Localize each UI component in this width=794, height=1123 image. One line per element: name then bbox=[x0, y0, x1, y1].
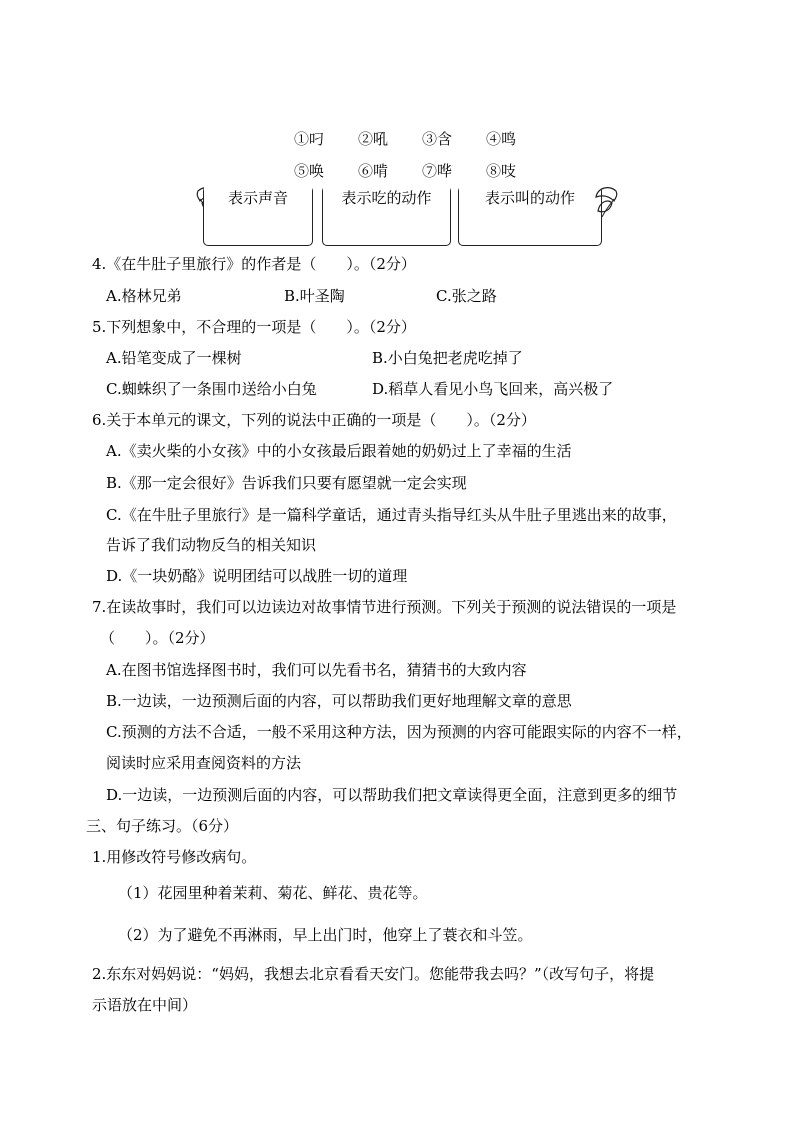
option-a[interactable]: A.格林兄弟 bbox=[106, 287, 182, 305]
section-title: 三、句子练习。（6分） bbox=[86, 817, 239, 835]
char-option: ⑧吱 bbox=[486, 162, 517, 180]
sentence-2: （2）为了避免不再淋雨，早上出门时，他穿上了蓑衣和斗笠。 bbox=[118, 926, 533, 944]
option-c[interactable]: C.张之路 bbox=[436, 287, 497, 305]
option-c[interactable]: C.预测的方法不合适，一般不采用这种方法，因为预测的内容可能跟实际的内容不一样， bbox=[106, 723, 692, 741]
answer-box-sound[interactable] bbox=[203, 186, 313, 246]
option-b[interactable]: B.《那一定会很好》告诉我们只要有愿望就一定会实现 bbox=[106, 474, 467, 492]
question-1-stem: 1.用修改符号修改病句。 bbox=[92, 848, 257, 866]
option-c-continued: 告诉了我们动物反刍的相关知识 bbox=[106, 536, 317, 554]
question-4-stem: 4.《在牛肚子里旅行》的作者是（ ）。（2分） bbox=[92, 255, 416, 273]
option-c[interactable]: C.《在牛肚子里旅行》是一篇科学童话，通过青头指导红头从牛肚子里逃出来的故事， bbox=[106, 506, 677, 524]
option-d[interactable]: D.《一块奶酪》说明团结可以战胜一切的道理 bbox=[106, 567, 408, 585]
question-5-stem: 5.下列想象中，不合理的一项是（ ）。（2分） bbox=[92, 318, 416, 336]
question-2-stem-continued: 示语放在中间） bbox=[92, 996, 198, 1014]
option-b[interactable]: B.一边读，一边预测后面的内容，可以帮助我们更好地理解文章的意思 bbox=[106, 692, 572, 710]
question-7-stem-continued: （ ）。（2分） bbox=[100, 629, 215, 647]
char-option: ①叼 bbox=[294, 130, 325, 148]
question-2-stem: 2.东东对妈妈说：“妈妈，我想去北京看看天安门。您能带我去吗？”（改写句子，将提 bbox=[92, 965, 655, 983]
char-option: ⑥啃 bbox=[358, 162, 389, 180]
option-a[interactable]: A.在图书馆选择图书时，我们可以先看书名，猜猜书的大致内容 bbox=[106, 661, 527, 679]
sentence-1: （1）花园里种着茉莉、菊花、鲜花、贵花等。 bbox=[118, 884, 428, 902]
option-d[interactable]: D.稻草人看见小鸟飞回来，高兴极了 bbox=[372, 380, 614, 398]
question-7-stem: 7.在读故事时，我们可以边读边对故事情节进行预测。下列关于预测的说法错误的一项是 bbox=[92, 598, 677, 616]
char-option: ⑦哗 bbox=[422, 162, 453, 180]
answer-box-calling[interactable] bbox=[458, 186, 602, 246]
char-option: ②吼 bbox=[358, 130, 389, 148]
option-a[interactable]: A.《卖火柴的小女孩》中的小女孩最后跟着她的奶奶过上了幸福的生活 bbox=[106, 442, 572, 460]
option-d[interactable]: D.一边读，一边预测后面的内容，可以帮助我们把文章读得更全面，注意到更多的细节 bbox=[106, 786, 678, 804]
answer-box-eating[interactable] bbox=[322, 186, 451, 246]
box-label: 表示声音 bbox=[224, 189, 292, 207]
option-c-continued: 阅读时应采用查阅资料的方法 bbox=[106, 754, 302, 772]
box-label: 表示吃的动作 bbox=[337, 189, 435, 207]
char-option: ③含 bbox=[422, 130, 453, 148]
option-b[interactable]: B.小白兔把老虎吃掉了 bbox=[372, 349, 523, 367]
option-a[interactable]: A.铅笔变成了一棵树 bbox=[106, 349, 242, 367]
option-c[interactable]: C.蜘蛛织了一条围巾送给小白兔 bbox=[106, 380, 317, 398]
char-option: ⑤唤 bbox=[294, 162, 325, 180]
option-b[interactable]: B.叶圣陶 bbox=[284, 287, 345, 305]
question-6-stem: 6.关于本单元的课文，下列的说法中正确的一项是（ ）。（2分） bbox=[92, 411, 536, 429]
leaf-decoration-icon bbox=[592, 183, 620, 219]
box-label: 表示叫的动作 bbox=[481, 189, 579, 207]
char-option: ④鸣 bbox=[486, 130, 517, 148]
